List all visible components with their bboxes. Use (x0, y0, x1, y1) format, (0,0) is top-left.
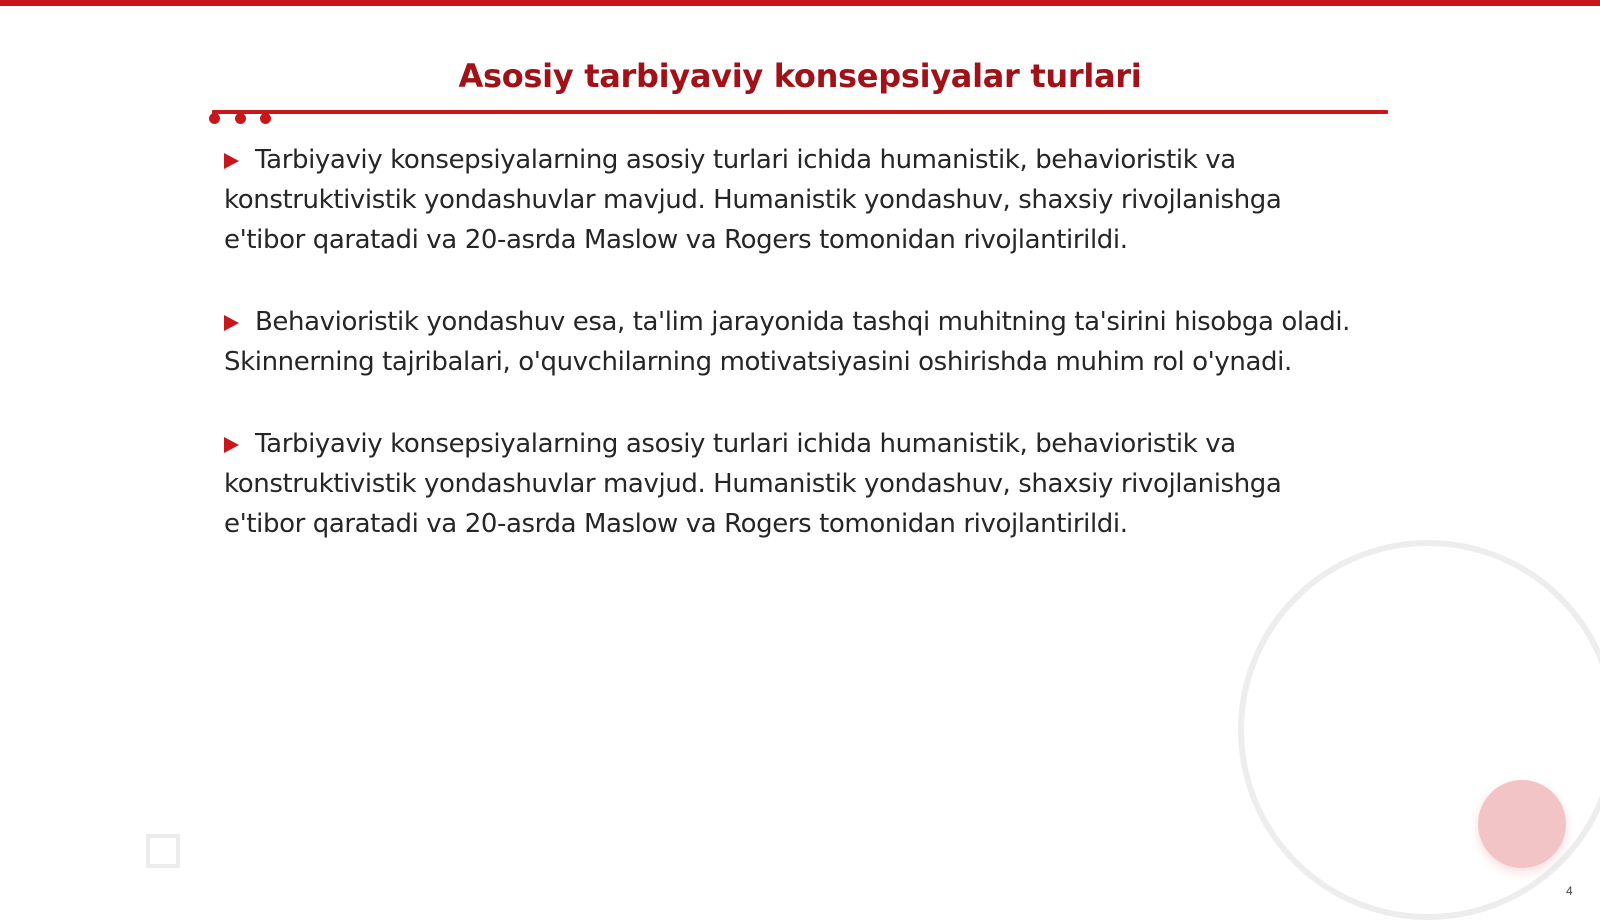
slide-title: Asosiy tarbiyaviy konsepsiyalar turlari (458, 57, 1142, 95)
triangle-right-icon (224, 153, 239, 169)
bullet-text: Behavioristik yondashuv esa, ta'lim jarayonida tashqi muhitning ta'sirini hisobga oladi. Skinnerning tajribalari, o'quvchilarning motivatsiyasini oshirishda muhim rol o'ynadi. (224, 307, 1351, 377)
bullet-item (224, 424, 1354, 544)
bullet-text: Tarbiyaviy konsepsiyalarning asosiy turlari ichida humanistik, behavioristik va konstruktivistik yondashuvlar mavjud. Humanistik yondashuv, shaxsiy rivojlanishga e'tibor qaratadi va 20-asrda Maslow va Rogers tomonidan rivojlantirildi. (224, 145, 1282, 255)
divider-dot (235, 113, 246, 124)
decorative-pink-circle (1478, 780, 1566, 868)
title-divider (212, 110, 1388, 114)
bullet-item (224, 140, 1354, 260)
page-number: 4 (1566, 884, 1573, 898)
divider-dot (209, 113, 220, 124)
decorative-ring (1238, 540, 1600, 920)
bullet-item (224, 302, 1354, 382)
triangle-right-icon (224, 437, 239, 453)
triangle-right-icon (224, 315, 239, 331)
divider-dot (260, 113, 271, 124)
top-accent-bar (0, 0, 1600, 6)
bullet-list (224, 140, 1354, 586)
bullet-text: Tarbiyaviy konsepsiyalarning asosiy turlari ichida humanistik, behavioristik va konstruktivistik yondashuvlar mavjud. Humanistik yondashuv, shaxsiy rivojlanishga e'tibor qaratadi va 20-asrda Maslow va Rogers tomonidan rivojlantirildi. (224, 429, 1282, 539)
decorative-square (146, 834, 180, 868)
